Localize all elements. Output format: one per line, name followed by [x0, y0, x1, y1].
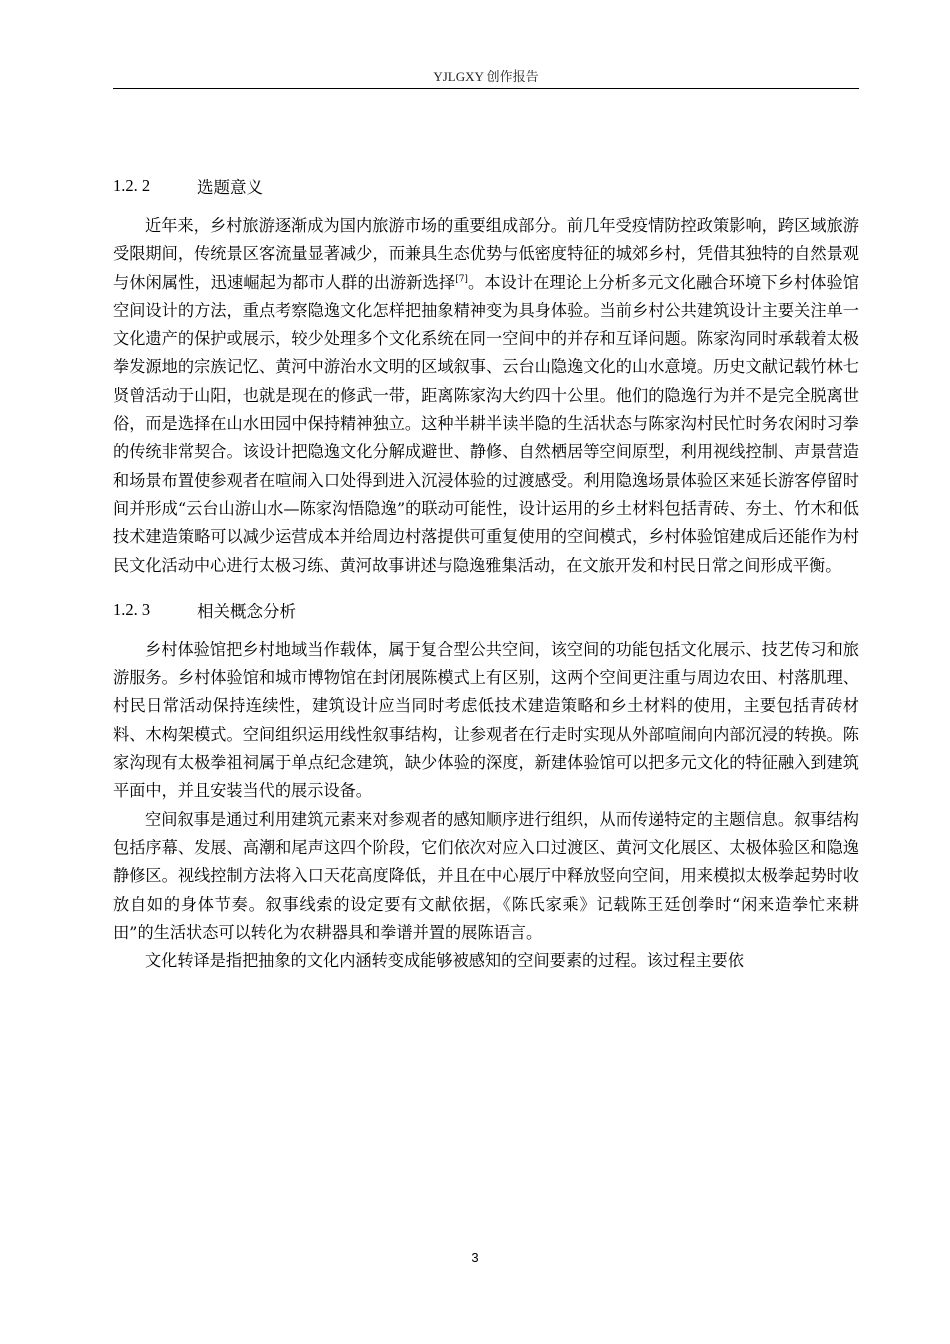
section-number: 1.2. 2: [113, 176, 151, 195]
section-title: 相关概念分析: [197, 601, 296, 621]
section-title: 选题意义: [197, 178, 263, 197]
body-paragraph: 乡村体验馆把乡村地域当作载体，属于复合型公共空间，该空间的功能包括文化展示、技艺传习和旅游服务。乡村体验馆和城市博物馆在封闭展陈模式上有区别，这两个空间更注重与周边农田、村落肌理、村民日常活动保持连续性，建筑设计应当同时考虑低技术建造策略和乡土材料的使用，主要包括青砖材料、木构架模式。空间组织运用线性叙事结构，让参观者在行走时实现从外部喧闹向内部沉浸的转换。陈家沟现有太极拳祖祠属于单点纪念建筑，缺少体验的深度，新建体验馆可以把多元文化的特征融入到建筑平面中，并且安装当代的展示设备。: [113, 639, 859, 801]
header-rule: [113, 88, 859, 89]
body-paragraph: [113, 212, 859, 580]
body-paragraph: 文化转译是指把抽象的文化内涵转变成能够被感知的空间要素的过程。该过程主要依: [145, 951, 744, 971]
paragraph-text: 。本设计在理论上分析多元文化融合环境下乡村体验馆空间设计的方法，重点考察隐逸文化怎样把抽象精神变为具身体验。当前乡村公共建筑设计主要关注单一文化遗产的保护或展示，较少处理多个文化系统在同一空间中的并存和互译问题。陈家沟同时承载着太极拳发源地的宗族记忆、黄河中游治水文明的区域叙事、云台山隐逸文化的山水意境。历史文献记载竹林七贤曾活动于山阳，也就是现在的修武一带，距离陈家沟大约四十公里。他们的隐逸行为并不是完全脱离世俗，而是选择在山水田园中保持精神独立。这种半耕半读半隐的生活状态与陈家沟村民忙时务农闲时习拳的传统非常契合。该设计把隐逸文化分解成避世、静修、自然栖居等空间原型，利用视线控制、声景营造和场景布置使参观者在喧闹入口处得到进入沉浸体验的过渡感受。利用隐逸场景体验区来延长游客停留时间并形成“云台山游山水—陈家沟悟隐逸”的联动可能性，设计运用的乡土材料包括青砖、夯土、竹木和低技术建造策略可以减少运营成本并给周边村落提供可重复使用的空间模式，乡村体验馆建成后还能作为村民文化活动中心进行太极习练、黄河故事讲述与隐逸雅集活动，在文旅开发和村民日常之间形成平衡。: [113, 272, 860, 575]
document-body: [113, 166, 859, 975]
section-heading-1-2-3: [113, 590, 859, 630]
page-number: 3: [471, 1250, 479, 1265]
section-heading-1-2-2: [113, 166, 859, 206]
paragraph-text: 近年来，乡村旅游逐渐成为国内旅游市场的重要组成部分。前几年受疫情防控政策影响，跨区域旅游受限期间，传统景区客流量显著减少，而兼具生态优势与低密度特征的城郊乡村，凭借其独特的自然景观与休闲属性，迅速崛起为都市人群的出游新选择: [113, 216, 859, 292]
section-number: 1.2. 3: [113, 599, 151, 619]
citation-reference: [7]: [455, 274, 468, 285]
body-paragraph: 空间叙事是通过利用建筑元素来对参观者的感知顺序进行组织，从而传递特定的主题信息。叙事结构包括序幕、发展、高潮和尾声这四个阶段，它们依次对应入口过渡区、黄河文化展区、太极体验区和隐逸静修区。视线控制方法将入口天花高度降低，并且在中心展厅中释放竖向空间，用来模拟太极拳起势时收放自如的身体节奏。叙事线索的设定要有文献依据，《陈氏家乘》记载陈王廷创拳时“闲来造拳忙来耕田”的生活状态可以转化为农耕器具和拳谱并置的展陈语言。: [113, 809, 859, 942]
running-header: YJLGXY 创作报告: [433, 69, 539, 84]
